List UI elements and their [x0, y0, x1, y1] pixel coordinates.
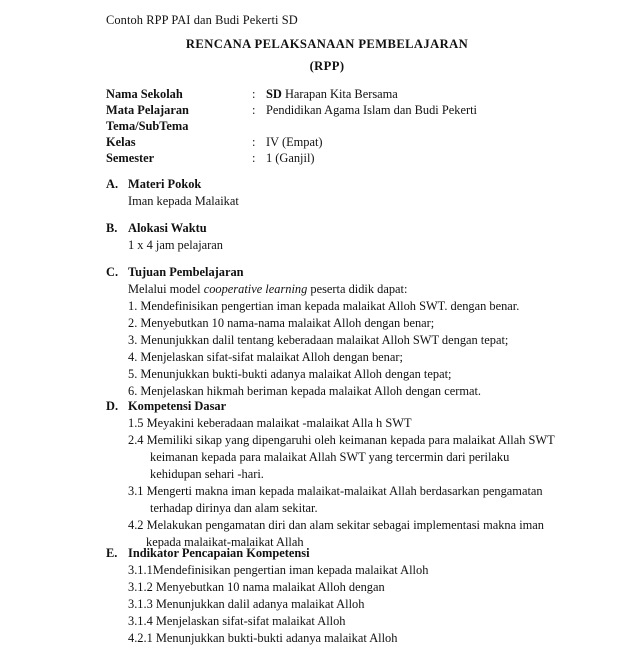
list-item-continuation: keimanan kepada para malaikat Allah SWT yang tercermin dari perilaku: [150, 450, 510, 464]
list-item-continuation: terhadap dirinya dan alam sekitar.: [150, 501, 318, 515]
section-kompetensi-dasar: [106, 398, 606, 551]
section-heading-text: Indikator Pencapaian Kompetensi: [128, 546, 310, 560]
section-heading-text: Materi Pokok: [128, 177, 202, 191]
list-item-continuation: kehidupan sehari -hari.: [150, 467, 264, 481]
section-intro: [106, 281, 606, 298]
intro-text: peserta didik dapat:: [307, 282, 408, 296]
identity-value: [266, 86, 566, 102]
section-tujuan-pembelajaran: [106, 264, 606, 400]
identity-value-rest: Harapan Kita Bersama: [281, 87, 398, 101]
identity-row-class: [106, 134, 566, 150]
identity-value: Pendidikan Agama Islam dan Budi Pekerti: [266, 103, 477, 117]
identity-colon: [252, 118, 266, 134]
section-indikator: [106, 545, 606, 647]
list-item: 4.2.1 Menunjukkan bukti-bukti adanya malaikat Alloh: [128, 631, 398, 645]
identity-colon: :: [252, 135, 256, 149]
section-letter: A.: [106, 177, 119, 191]
list-item: 4. Menjelaskan sifat-sifat malaikat Alloh dengan benar;: [128, 350, 403, 364]
list-item: 2. Menyebutkan 10 nama-nama malaikat Alloh dengan benar;: [128, 316, 435, 330]
section-line: 1 x 4 jam pelajaran: [128, 238, 223, 252]
section-heading: [106, 398, 606, 415]
list-item: 3.1.4 Menjelaskan sifat-sifat malaikat Alloh: [128, 614, 346, 628]
identity-row-school: [106, 86, 566, 102]
intro-italic-term: cooperative learning: [203, 282, 308, 296]
list-item: 1. Mendefinisikan pengertian iman kepada malaikat Alloh SWT. dengan benar.: [128, 299, 520, 313]
section-heading: [106, 220, 606, 237]
section-letter: C.: [106, 265, 119, 279]
section-heading-text: Kompetensi Dasar: [128, 399, 227, 413]
identity-value: 1 (Ganjil): [266, 151, 315, 165]
list-item: 3.1.1Mendefinisikan pengertian iman kepada malaikat Alloh: [128, 563, 429, 577]
document-header-note: Contoh RPP PAI dan Budi Pekerti SD: [106, 13, 298, 27]
section-letter: E.: [106, 546, 118, 560]
identity-label: Nama Sekolah: [106, 87, 183, 101]
section-heading: [106, 545, 606, 562]
identity-colon: :: [252, 87, 256, 101]
list-item-continuation: kepada malaikat-malaikat Allah: [146, 535, 304, 549]
section-heading-text: Alokasi Waktu: [128, 221, 207, 235]
section-heading: [106, 176, 606, 193]
identity-label: Semester: [106, 151, 155, 165]
identity-colon: :: [252, 151, 256, 165]
identity-value-bold-prefix: SD: [266, 87, 282, 101]
intro-text: Melalui model: [128, 282, 204, 296]
list-item: 3. Menunjukkan dalil tentang keberadaan malaikat Alloh SWT dengan tepat;: [128, 333, 509, 347]
identity-label: Kelas: [106, 135, 136, 149]
identity-colon: :: [252, 103, 256, 117]
document-subtitle: (RPP): [309, 59, 345, 73]
identity-label: Mata Pelajaran: [106, 103, 189, 117]
list-item: 1.5 Meyakini keberadaan malaikat -malaikat Alla h SWT: [128, 416, 412, 430]
section-heading: [106, 264, 606, 281]
list-item: 5. Menunjukkan bukti-bukti adanya malaikat Alloh dengan tepat;: [128, 367, 452, 381]
identity-row-semester: [106, 150, 566, 166]
identity-row-theme: [106, 118, 566, 134]
list-item: 3.1 Mengerti makna iman kepada malaikat-malaikat Allah berdasarkan pengamatan: [128, 484, 543, 498]
identity-value: IV (Empat): [266, 135, 323, 149]
section-heading-text: Tujuan Pembelajaran: [128, 265, 244, 279]
section-letter: D.: [106, 399, 119, 413]
section-line: Iman kepada Malaikat: [128, 194, 239, 208]
identity-table: [106, 86, 566, 166]
identity-value: [266, 118, 566, 134]
list-item: 4.2 Melakukan pengamatan diri dan alam sekitar sebagai implementasi makna iman: [128, 518, 544, 532]
section-alokasi-waktu: [106, 220, 606, 254]
section-letter: B.: [106, 221, 118, 235]
list-item: 2.4 Memiliki sikap yang dipengaruhi oleh keimanan kepada para malaikat Allah SWT: [128, 433, 555, 447]
identity-row-subject: [106, 102, 566, 118]
section-materi-pokok: [106, 176, 606, 210]
list-item: 3.1.3 Menunjukkan dalil adanya malaikat Alloh: [128, 597, 365, 611]
list-item: 6. Menjelaskan hikmah beriman kepada malaikat Alloh dengan cermat.: [128, 384, 482, 398]
identity-label: Tema/SubTema: [106, 119, 189, 133]
list-item: 3.1.2 Menyebutkan 10 nama malaikat Alloh dengan: [128, 580, 385, 594]
document-title: RENCANA PELAKSANAAN PEMBELAJARAN: [185, 37, 469, 51]
